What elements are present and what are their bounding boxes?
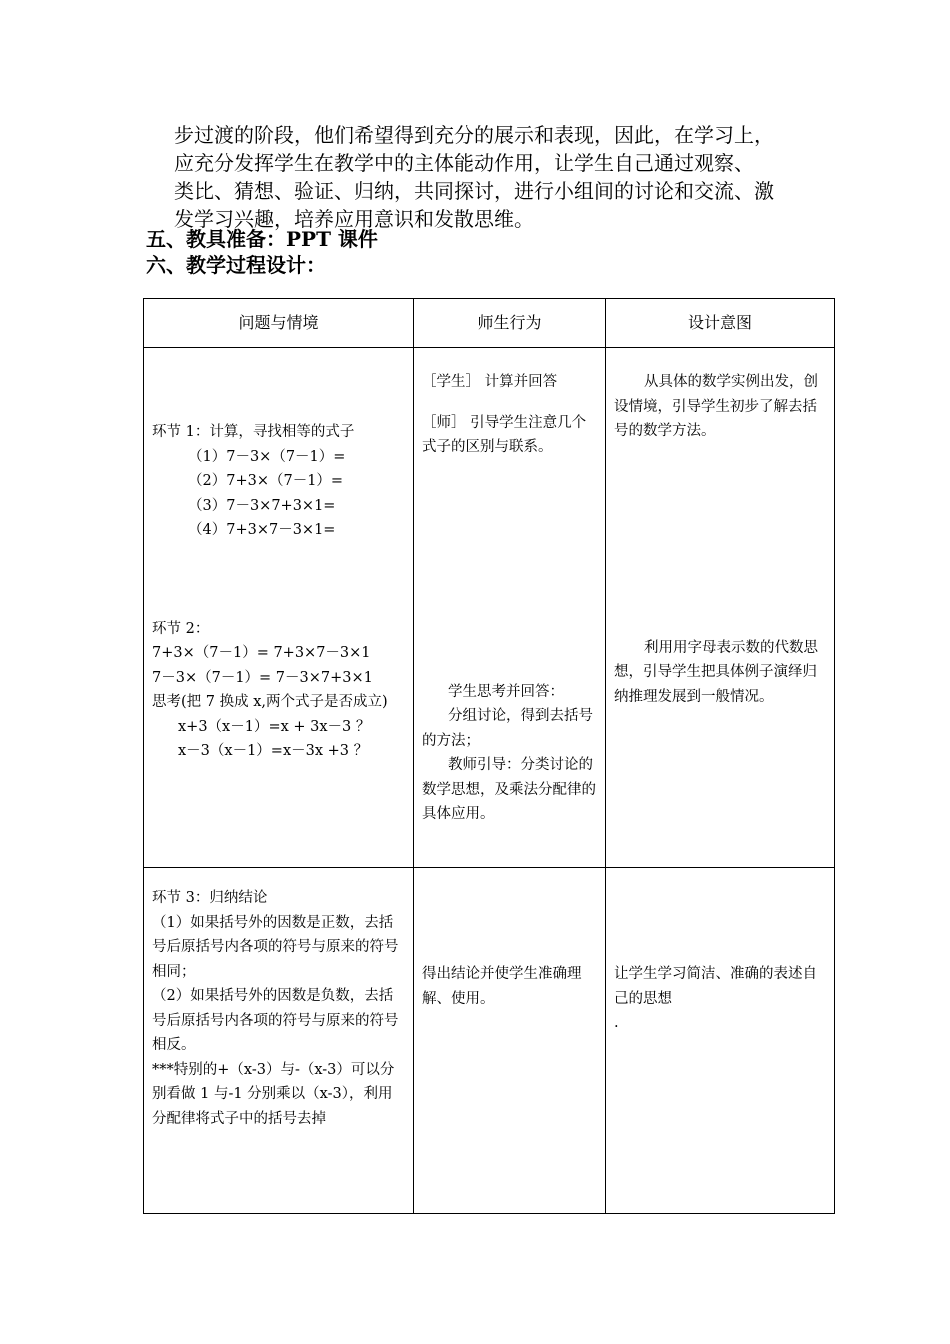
intro-line: 类比、猜想、验证、归纳，共同探讨，进行小组间的讨论和交流、激 <box>174 179 774 203</box>
stage2-line: 7－3×（7－1）= 7－3×7+3×1 <box>152 669 373 686</box>
stage1-item: （4）7+3×7－3×1= <box>188 522 336 538</box>
intent-para: 从具体的数学实例出发，创设情境，引导学生初步了解去括号的数学方法。 <box>614 374 818 439</box>
teaching-process-table <box>143 298 835 1214</box>
row2-behavior-cell <box>414 868 606 1214</box>
header-design-intent: 设计意图 <box>606 299 835 348</box>
behavior-para: 得出结论并使学生准确理解、使用。 <box>422 966 582 1007</box>
teacher-note: ［师］ 引导学生注意几个式子的区别与联系。 <box>422 414 587 455</box>
section-6-heading: 六、教学过程设计： <box>146 253 326 277</box>
intent-para: 让学生学习简洁、准确的表述自己的思想 <box>614 966 817 1007</box>
stage2-line: 7+3×（7－1）= 7+3×7－3×1 <box>152 645 371 661</box>
intent-para: 利用用字母表示数的代数思想，引导学生把具体例子演绎归纳推理发展到一般情况。 <box>614 639 818 705</box>
header-problem-situation: 问题与情境 <box>144 299 414 348</box>
conclusion-para: （1）如果括号外的因数是正数，去括号后原括号内各项的符号与原来的符号相同； <box>152 914 399 980</box>
conclusion-para: ***特别的+（x-3）与-（x-3）可以分别看做 1 与-1 分别乘以（x-3），利用分配律将式子中的括号去掉 <box>152 1061 395 1127</box>
row1-problem-cell <box>144 348 414 868</box>
row2-intent-cell <box>606 868 835 1214</box>
row1-behavior-cell <box>414 348 606 868</box>
conclusion-para: （2）如果括号外的因数是负数，去括号后原括号内各项的符号与原来的符号相反。 <box>152 988 399 1053</box>
student-note: ［学生］ 计算并回答 <box>422 374 558 390</box>
stage1-title: 环节 1：计算，寻找相等的式子 <box>152 424 355 440</box>
stage2-line: 思考(把 7 换成 x,两个式子是否成立) <box>152 694 388 710</box>
intro-paragraph <box>174 121 834 233</box>
stage2-item: x－3（x－1）=x－3x +3 ？ <box>178 743 369 759</box>
table-header-row <box>144 299 835 348</box>
behavior-para: 学生思考并回答： <box>448 683 564 700</box>
table-row <box>144 868 835 1214</box>
intro-line: 发学习兴趣，培养应用意识和发散思维。 <box>174 207 534 231</box>
stage3-title: 环节 3：归纳结论 <box>152 890 268 906</box>
stage1-item: （1）7－3×（7－1）= <box>188 448 346 465</box>
row2-problem-cell <box>144 868 414 1214</box>
intro-line: 应充分发挥学生在教学中的主体能动作用，让学生自己通过观察、 <box>174 151 754 175</box>
section-5-heading: 五、教具准备：PPT 课件 <box>146 227 378 251</box>
row1-intent-cell <box>606 348 835 868</box>
stage2-title: 环节 2： <box>152 620 210 637</box>
stage2-item: x+3（x－1）=x + 3x－3 ？ <box>178 718 371 735</box>
intent-dot: . <box>614 1015 619 1031</box>
stage1-item: （2）7+3×（7－1）= <box>188 473 344 489</box>
stage1-item: （3）7－3×7+3×1= <box>188 497 336 514</box>
behavior-para: 分组讨论，得到去括号的方法； <box>422 708 593 749</box>
table-row <box>144 348 835 868</box>
intro-line: 步过渡的阶段，他们希望得到充分的展示和表现，因此，在学习上， <box>174 123 774 147</box>
header-teacher-student-behavior: 师生行为 <box>414 299 606 348</box>
behavior-para: 教师引导：分类讨论的数学思想，及乘法分配律的具体应用。 <box>422 757 596 822</box>
